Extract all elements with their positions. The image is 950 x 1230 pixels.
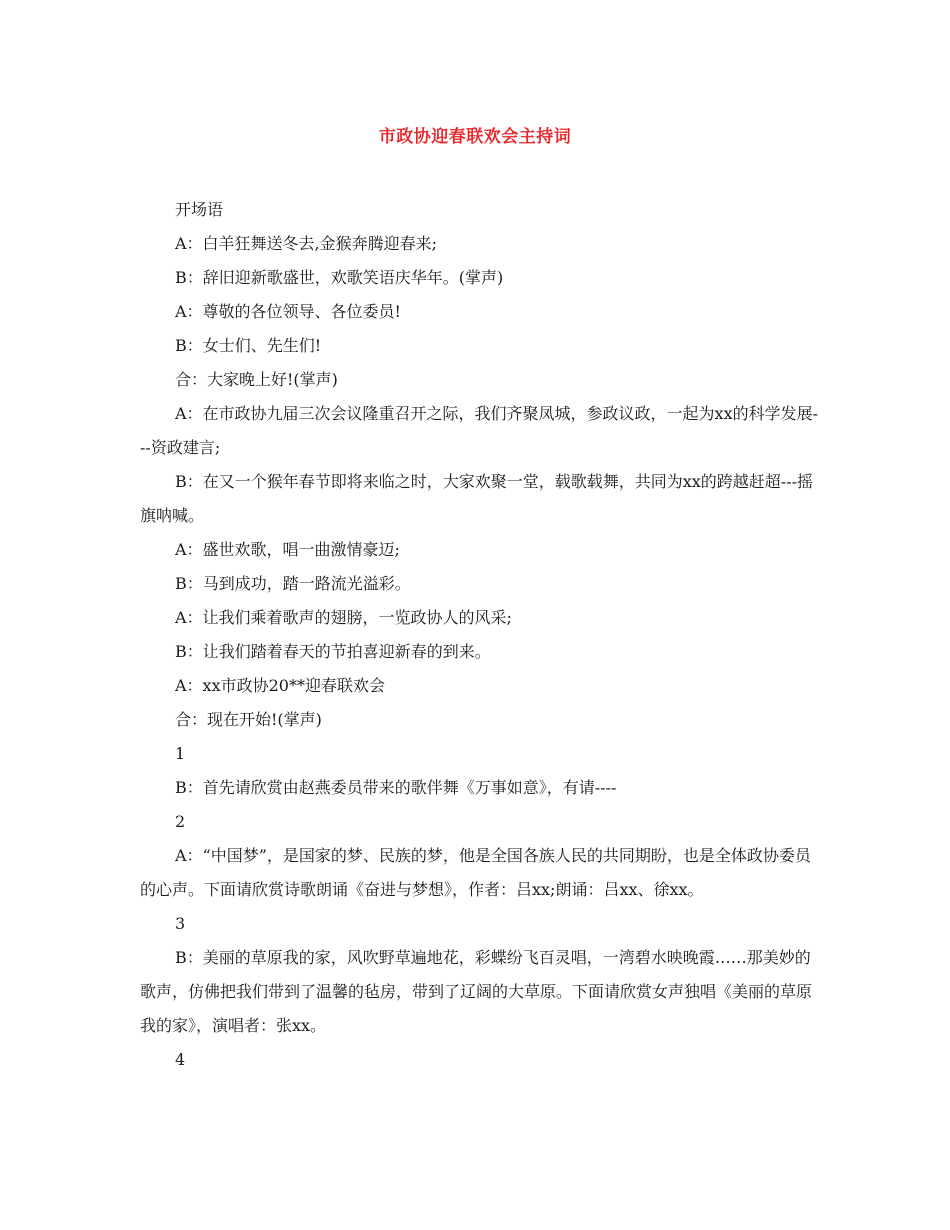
- paragraph: A：盛世欢歌，唱一曲激情豪迈;: [175, 540, 400, 559]
- paragraph: A：xx市政协20**迎春联欢会: [175, 676, 385, 695]
- section-number: 1: [175, 744, 186, 763]
- paragraph: B：首先请欣赏由赵燕委员带来的歌伴舞《万事如意》，有请----: [175, 778, 617, 797]
- paragraph: 合：大家晚上好!(掌声): [175, 370, 338, 389]
- paragraph: B：女士们、先生们!: [175, 336, 322, 355]
- paragraph: A：“中国梦”，是国家的梦、民族的梦，他是全国各族人民的共同期盼，也是全体政协委员的心声。下面请欣赏诗歌朗诵《奋进与梦想》，作者：吕xx;朗诵：吕xx、徐xx。: [140, 846, 811, 899]
- document-body: [140, 193, 820, 1077]
- paragraph: B：在又一个猴年春节即将来临之时，大家欢聚一堂，载歌载舞，共同为xx的跨越赶超---摇旗呐喊。: [140, 472, 814, 525]
- section-number: 3: [175, 914, 186, 933]
- paragraph: B：马到成功，踏一路流光溢彩。: [175, 574, 411, 593]
- paragraph: A：让我们乘着歌声的翅膀，一览政协人的风采;: [175, 608, 512, 627]
- section-number: 4: [175, 1050, 186, 1069]
- paragraph: B：让我们踏着春天的节拍喜迎新春的到来。: [175, 642, 491, 661]
- paragraph-opening: 开场语: [175, 200, 224, 219]
- paragraph: B：辞旧迎新歌盛世，欢歌笑语庆华年。(掌声): [175, 268, 504, 287]
- paragraph: 合：现在开始!(掌声): [175, 710, 322, 729]
- paragraph: A：白羊狂舞送冬去,金猴奔腾迎春来;: [175, 234, 438, 253]
- paragraph: A：尊敬的各位领导、各位委员!: [175, 302, 401, 321]
- section-number: 2: [175, 812, 186, 831]
- document-title: 市政协迎春联欢会主持词: [378, 127, 572, 147]
- paragraph: A：在市政协九届三次会议隆重召开之际，我们齐聚凤城，参政议政，一起为xx的科学发展---资政建言;: [140, 404, 819, 457]
- paragraph: B：美丽的草原我的家，风吹野草遍地花，彩蝶纷飞百灵唱，一湾碧水映晚霞……那美妙的歌声，仿佛把我们带到了温馨的毡房，带到了辽阔的大草原。下面请欣赏女声独唱《美丽的草原我的家》，演唱者：张xx。: [140, 948, 813, 1035]
